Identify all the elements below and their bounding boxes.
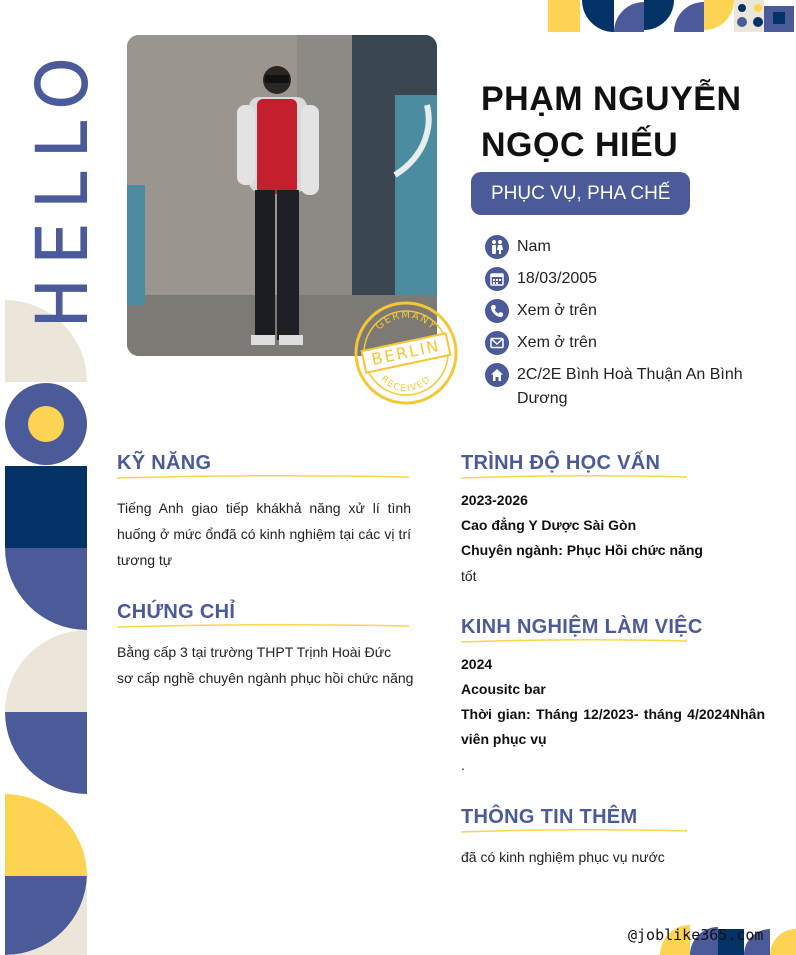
education-block [461, 488, 765, 589]
experience-title: KINH NGHIỆM LÀM VIỆC [461, 616, 703, 638]
extra-underline [461, 828, 687, 834]
mail-icon [485, 331, 509, 355]
experience-underline [461, 638, 687, 644]
skills-title: KỸ NĂNG [117, 452, 212, 474]
certificates-line-1: Bằng cấp 3 tại trường THPT Trịnh Hoài Đức [117, 644, 392, 660]
certificates-title: CHỨNG CHỈ [117, 601, 236, 623]
education-underline [461, 474, 687, 480]
certificates-text [117, 639, 417, 691]
phone-text: Xem ở trên [517, 302, 597, 319]
experience-period-line-1: Thời gian: Tháng 12/2023- tháng 4/2024Nhân [461, 706, 765, 722]
info-gender [485, 235, 765, 259]
skills-underline [117, 474, 409, 480]
education-title: TRÌNH ĐỘ HỌC VẤN [461, 452, 661, 474]
experience-note: . [461, 757, 465, 773]
address-text: 2C/2E Bình Hoà Thuận An Bình Dương [517, 366, 743, 407]
gender-text: Nam [517, 238, 551, 255]
extra-text: đã có kinh nghiệm phục vụ nước [461, 849, 665, 865]
experience-block [461, 652, 765, 778]
skills-line-1: Tiếng Anh giao tiếp khákhả năng xử lí tình [117, 500, 411, 516]
top-decoration [548, 0, 796, 32]
home-icon [485, 363, 509, 387]
name-line-2: NGỌC HIẾU [481, 126, 679, 164]
experience-period-line-2: viên phục vụ [461, 731, 547, 747]
svg-text:GERMANY [374, 310, 439, 332]
stamp-top-text: GERMANY [373, 309, 439, 333]
name-line-1: PHẠM NGUYỄN [481, 80, 742, 118]
skills-line-3: tương tự [117, 552, 173, 568]
info-phone [485, 299, 765, 323]
skills-text [117, 495, 411, 573]
education-school: Cao đẳng Y Dược Sài Gòn [461, 517, 637, 533]
education-note: tốt [461, 568, 477, 584]
education-major: Chuyên ngành: Phục Hồi chức năng [461, 542, 703, 558]
left-decoration [5, 300, 87, 955]
role-badge: PHỤC VỤ, PHA CHẾ [471, 172, 690, 215]
birthdate-text: 18/03/2005 [517, 270, 598, 287]
info-birthdate [485, 267, 765, 291]
full-name [481, 76, 781, 168]
experience-year: 2024 [461, 656, 493, 672]
stamp-bottom-text: RECEIVED [378, 374, 434, 395]
info-address [485, 363, 765, 411]
extra-title: THÔNG TIN THÊM [461, 806, 638, 828]
berlin-stamp [353, 300, 459, 406]
gender-icon [485, 235, 509, 259]
info-email [485, 331, 765, 355]
watermark: @joblike365.com [628, 926, 764, 944]
phone-icon [485, 299, 509, 323]
stamp-middle-text: BERLIN [369, 335, 443, 370]
hello-decoration: HELLO [24, 43, 101, 328]
certificates-line-2: sơ cấp nghề chuyên ngành phục hồi chức năng [117, 670, 414, 686]
education-years: 2023-2026 [461, 492, 528, 508]
certificates-underline [117, 623, 409, 629]
experience-company: Acousitc bar [461, 681, 546, 697]
email-text: Xem ở trên [517, 334, 597, 351]
calendar-icon [485, 267, 509, 291]
skills-line-2: huống ở mức ổnđã có kinh nghiệm tại các vị trí [117, 526, 411, 542]
